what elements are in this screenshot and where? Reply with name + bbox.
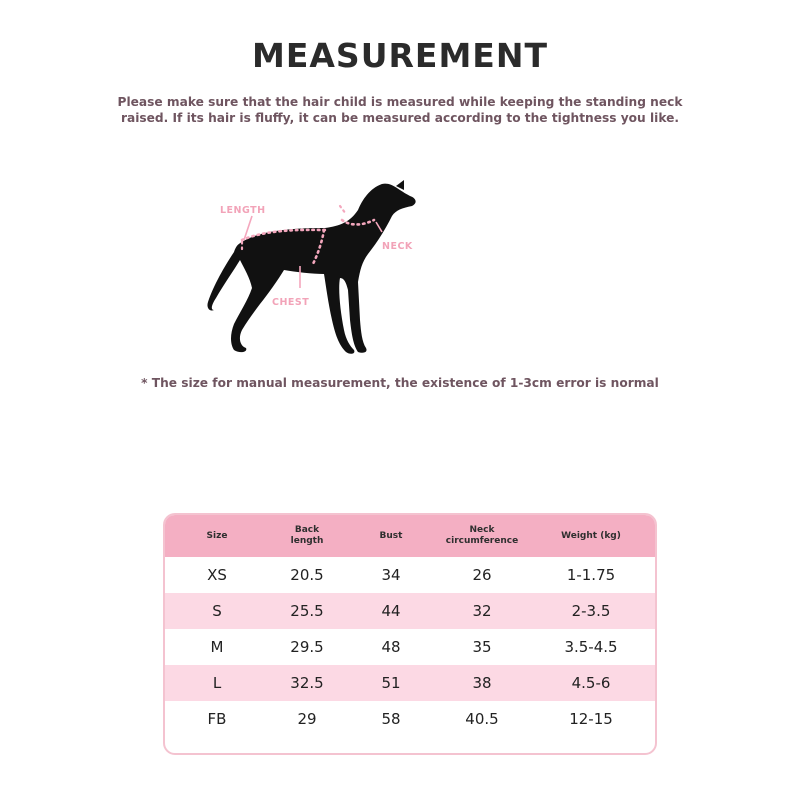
instructions-line-1: Please make sure that the hair child is measured while keeping the standing neck <box>117 95 683 109</box>
cell-back-length: 29 <box>297 710 317 728</box>
table-header-row <box>165 515 655 557</box>
table-row <box>165 629 655 665</box>
measurement-note: * The size for manual measurement, the existence of 1-3cm error is normal <box>141 376 659 390</box>
instructions <box>100 94 700 126</box>
cell-back-length: 32.5 <box>290 674 324 692</box>
header-neck-circumference: Neck circumference <box>445 525 519 546</box>
cell-size: S <box>212 602 222 620</box>
cell-neck: 40.5 <box>465 710 499 728</box>
length-label: LENGTH <box>220 205 266 216</box>
table-row <box>165 665 655 701</box>
cell-bust: 48 <box>381 638 401 656</box>
cell-size: L <box>212 674 222 692</box>
instructions-line-2: raised. If its hair is fluffy, it can be measured according to the tightness you like. <box>120 111 680 125</box>
cell-neck: 32 <box>472 602 492 620</box>
cell-bust: 51 <box>381 674 401 692</box>
cell-weight: 2-3.5 <box>571 602 611 620</box>
cell-bust: 58 <box>381 710 401 728</box>
header-bust: Bust <box>379 530 403 541</box>
cell-bust: 34 <box>381 566 401 584</box>
cell-weight: 12-15 <box>569 710 613 728</box>
cell-neck: 35 <box>472 638 492 656</box>
cell-back-length: 20.5 <box>290 566 324 584</box>
cell-weight: 3.5-4.5 <box>564 638 618 656</box>
header-size: Size <box>206 530 228 541</box>
cell-back-length: 29.5 <box>290 638 324 656</box>
header-weight: Weight (kg) <box>561 530 621 541</box>
cell-weight: 4.5-6 <box>571 674 611 692</box>
dog-measurement-diagram <box>200 170 440 370</box>
page-title: MEASUREMENT <box>252 36 548 75</box>
size-chart <box>163 513 657 755</box>
cell-weight: 1-1.75 <box>566 566 616 584</box>
cell-size: FB <box>207 710 227 728</box>
cell-bust: 44 <box>381 602 401 620</box>
cell-size: M <box>210 638 224 656</box>
cell-neck: 26 <box>472 566 492 584</box>
dog-silhouette-icon <box>200 170 440 370</box>
table-row <box>165 701 655 737</box>
chest-label: CHEST <box>272 297 310 308</box>
cell-back-length: 25.5 <box>290 602 324 620</box>
size-table <box>165 515 655 737</box>
table-row <box>165 557 655 593</box>
neck-label: NECK <box>382 241 413 252</box>
table-row <box>165 593 655 629</box>
header-back-length: Back length <box>290 525 324 546</box>
cell-size: XS <box>207 566 227 584</box>
cell-neck: 38 <box>472 674 492 692</box>
